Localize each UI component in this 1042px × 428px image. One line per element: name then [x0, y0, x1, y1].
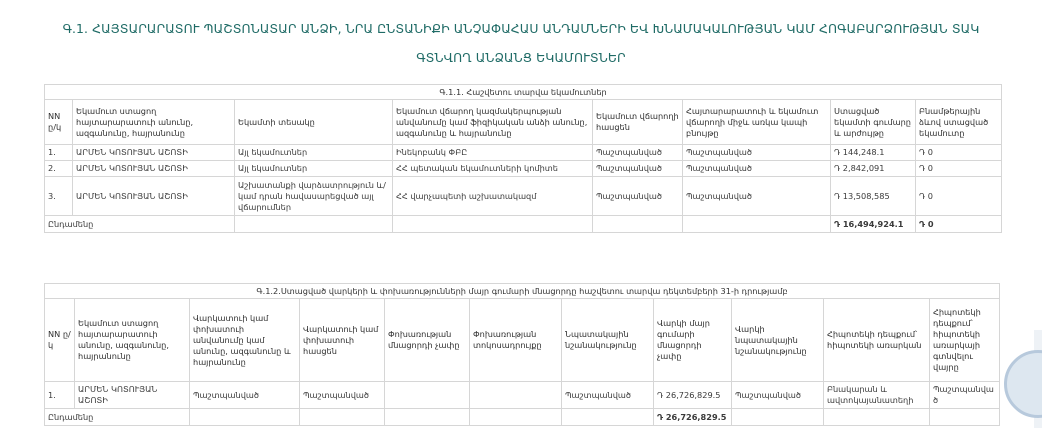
table-row	[45, 382, 1000, 409]
table-cell: Դ 0	[916, 161, 1002, 177]
total-row	[45, 409, 1000, 426]
table-cell: Պաշտպանված	[300, 382, 385, 409]
header-cell: Եկամուտ ստացող հայտարարատուի անունը, ազգանունը, հայրանունը	[75, 299, 190, 382]
table-cell: Պաշտպանված	[190, 382, 300, 409]
table-cell: ՀՀ վարչապետի աշխատակազմ	[393, 177, 593, 216]
table-cell: ԱՐՄԵՆ ԿՈՏՈՒՅԱՆ ԱՇՈՏԻ	[75, 382, 190, 409]
table-cell: Դ 0	[916, 177, 1002, 216]
table-header-row	[45, 299, 1000, 382]
table-cell: Բնակարան և ավտոկայանատեղի	[824, 382, 930, 409]
header-cell: NN ը/կ	[45, 100, 73, 145]
table-cell: ՀՀ պետական եկամուտների կոմիտե	[393, 161, 593, 177]
header-cell: Նպատակային նշանակությունը	[562, 299, 654, 382]
header-cell: Հիպոտեկի դեպքում՝ հիպոտեկի առարկայի գտնվելու վայրը	[930, 299, 1000, 382]
table-cell: Աշխատանքի վարձատրություն և/կամ դրան հավասարեցված այլ վճարումներ	[235, 177, 393, 216]
total-label: Ընդամենը	[45, 409, 190, 426]
total-row	[45, 216, 1002, 233]
table-row	[45, 145, 1002, 161]
table-cell: 3.	[45, 177, 73, 216]
total-inkind: Դ 0	[916, 216, 1002, 233]
table-cell: Պաշտպանված	[593, 145, 683, 161]
header-cell: Հայտարարատուի և եկամուտ վճարողի միջև առկա կապի բնույթը	[683, 100, 831, 145]
header-cell: Վարկատուի կամ փոխատուի անվանումը կամ անունը, ազգանունը և հայրանունը	[190, 299, 300, 382]
page-title: Գ.1. ՀԱՅՏԱՐԱՐԱՏՈՒ ՊԱՇՏՈՆԱՏԱՐ ԱՆՁԻ, ՆՐԱ ԸՆՏԱՆԻՔԻ ԱՆՉԱՓԱՀԱՍ ԱՆԴԱՄՆԵՐԻ ԵՎ ԽՆԱՄԱԿԱԼՈՒԹՅԱՆ ԿԱՄ ՀՈԳԱԲԱՐՁՈՒԹՅԱՆ ՏԱԿ ԳՏՆՎՈՂ ԱՆՁԱՆՑ ԵԿԱՄՈՒՏՆԵՐ	[62, 21, 980, 65]
table-cell: Պաշտպանված	[593, 161, 683, 177]
table-cell: ԱՐՄԵՆ ԿՈՏՈՒՅԱՆ ԱՇՈՏԻ	[73, 177, 235, 216]
table-cell: Այլ եկամուտներ	[235, 145, 393, 161]
table-cell: Պաշտպանված	[593, 177, 683, 216]
table-cell: Դ 144,248.1	[831, 145, 916, 161]
header-cell: Եկամուտ վճարող կազմակերպության անվանումը կամ ֆիզիկական անձի անունը, ազգանունը և հայրանունը	[393, 100, 593, 145]
header-cell: Եկամուտ վճարողի հասցեն	[593, 100, 683, 145]
table-caption: Գ.1.1. Հաշվետու տարվա եկամուտներ	[45, 85, 1002, 100]
table-caption: Գ.1.2.Ստացված վարկերի և փոխառությունների մայր գումարի մնացորդը հաշվետու տարվա դեկտեմբերի 31-ի դրությամբ	[45, 284, 1000, 299]
table-cell: Պաշտպանված	[683, 145, 831, 161]
income-table	[44, 84, 1002, 233]
table-cell: Դ 13,508,585	[831, 177, 916, 216]
table-cell: ԱՐՄԵՆ ԿՈՏՈՒՅԱՆ ԱՇՈՏԻ	[73, 145, 235, 161]
header-cell: Բնամթերային ձևով ստացված եկամուտը	[916, 100, 1002, 145]
header-cell: Վարկատուի կամ փոխատուի հասցեն	[300, 299, 385, 382]
table-cell: Պաշտպանված	[683, 161, 831, 177]
total-amount: Դ 26,726,829.5	[654, 409, 732, 426]
table-cell: Դ 2,842,091	[831, 161, 916, 177]
table-row	[45, 177, 1002, 216]
table-cell: Պաշտպանված	[683, 177, 831, 216]
table-row	[45, 161, 1002, 177]
table-cell: ԱՐՄԵՆ ԿՈՏՈՒՅԱՆ ԱՇՈՏԻ	[73, 161, 235, 177]
table-cell: Այլ եկամուտներ	[235, 161, 393, 177]
table-header-row	[45, 100, 1002, 145]
table-cell: Պաշտպանված	[732, 382, 824, 409]
table-cell: 1.	[45, 382, 75, 409]
header-cell: Փոխառության մնացորդի չափը	[385, 299, 470, 382]
table-cell: Պաշտպանված	[930, 382, 1000, 409]
loans-table	[44, 283, 1000, 426]
header-cell: Եկամտի տեսակը	[235, 100, 393, 145]
header-cell: Եկամուտ ստացող հայտարարատուի անունը, ազգանունը, հայրանունը	[73, 100, 235, 145]
header-cell: Վարկի մայր գումարի մնացորդի չափը	[654, 299, 732, 382]
header-cell: Փոխառության տոկոսադրույքը	[470, 299, 562, 382]
floating-widget[interactable]	[1004, 350, 1042, 418]
header-cell: Հիպոտեկի դեպքում՝ հիպոտեկի առարկան	[824, 299, 930, 382]
header-cell: Վարկի նպատակային նշանակությունը	[732, 299, 824, 382]
table-cell: Դ 26,726,829.5	[654, 382, 732, 409]
total-label: Ընդամենը	[45, 216, 235, 233]
table-cell: Ինեկոբանկ ՓԲԸ	[393, 145, 593, 161]
table-cell	[470, 382, 562, 409]
table-cell: 1.	[45, 145, 73, 161]
header-cell: NN ը/կ	[45, 299, 75, 382]
table-cell: Դ 0	[916, 145, 1002, 161]
total-amount: Դ 16,494,924.1	[831, 216, 916, 233]
header-cell: Ստացված եկամտի գումարը և արժույթը	[831, 100, 916, 145]
table-cell	[385, 382, 470, 409]
table-cell: Պաշտպանված	[562, 382, 654, 409]
table-cell: 2.	[45, 161, 73, 177]
